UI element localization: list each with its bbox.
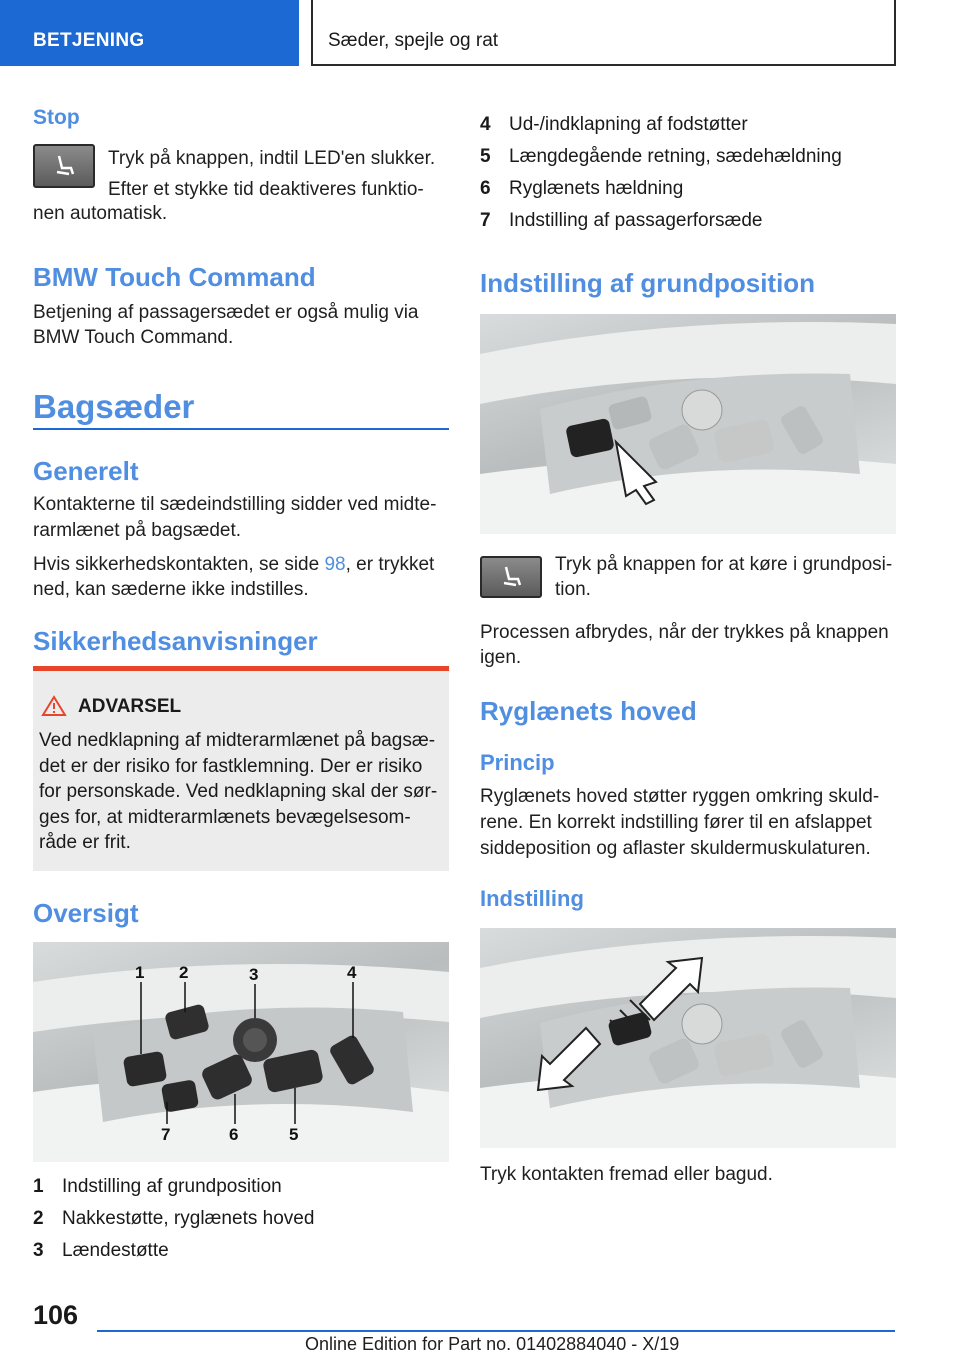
list-item: [480, 178, 896, 203]
basic-line1: Tryk på knappen for at køre i grundposi-: [555, 554, 893, 575]
general-heading: Generelt: [33, 456, 139, 486]
general-p2a-pre: Hvis sikkerhedskontakten, se side: [33, 554, 325, 575]
header-section-label: BETJENING: [33, 30, 145, 51]
footer-edition: Online Edition for Part no. 01402884040 - X/19: [305, 1334, 680, 1354]
stop-line2b: nen automatisk.: [33, 203, 168, 224]
footer-rule: [97, 1330, 895, 1332]
basic-position-heading: Indstilling af grundposition: [480, 268, 816, 298]
list-item-number: 7: [480, 210, 491, 231]
head-adjust-illustration: [480, 928, 896, 1148]
callout-6: 6: [229, 1125, 239, 1144]
head-setting-photo: [480, 928, 896, 1148]
basic-line2: tion.: [555, 579, 591, 600]
warning-title: ADVARSEL: [78, 696, 182, 717]
warning-line: det er der risiko for fastklemning. Der er risiko: [39, 755, 423, 777]
list-item-number: 2: [33, 1208, 44, 1229]
warning-line: råde er frit.: [39, 832, 131, 853]
callout-1: 1: [135, 963, 145, 982]
list-item-text: Længdegående retning, sædehældning: [509, 146, 842, 167]
touch-line1: Betjening af passagersædet er også mulig via: [33, 302, 419, 323]
head-p2: rene. En korrekt indstilling fører til en afslappet: [480, 812, 872, 833]
overview-photo: [33, 942, 449, 1162]
callout-5: 5: [289, 1125, 299, 1144]
seat-icon: [482, 558, 540, 596]
touch-heading: BMW Touch Command: [33, 262, 316, 292]
general-p2a-post: , er trykket: [345, 554, 435, 575]
seat-button-image: [33, 144, 95, 188]
list-item: [480, 146, 896, 171]
basic-position-photo: [480, 314, 896, 534]
head-caption: Tryk kontakten fremad eller bagud.: [480, 1164, 773, 1185]
rear-seat-controls-illustration: [33, 942, 449, 1162]
list-item-number: 4: [480, 114, 491, 135]
general-p1a: Kontakterne til sædeindstilling sidder ved midte-: [33, 494, 437, 515]
list-item-text: Ryglænets hældning: [509, 178, 684, 199]
callout-2: 2: [179, 963, 189, 982]
header-section-tab: [0, 0, 299, 66]
warning-line: for personskade. Ved nedklapning skal der sør-: [39, 781, 438, 802]
list-item: [33, 1176, 449, 1201]
callout-7: 7: [161, 1125, 171, 1144]
basic-p1: Processen afbrydes, når der trykkes på knappen: [480, 622, 889, 643]
list-item-text: Ud-/indklapning af fodstøtter: [509, 114, 748, 135]
stop-heading: Stop: [33, 106, 80, 129]
list-item-text: Indstilling af grundposition: [62, 1176, 282, 1197]
list-item-number: 1: [33, 1176, 44, 1197]
callout-4: 4: [347, 963, 357, 982]
warning-triangle-icon: [41, 695, 67, 717]
front-seat-controls-illustration: [480, 314, 896, 534]
basic-position-button-image: [480, 556, 542, 598]
seat-icon: [35, 146, 93, 186]
head-p1: Ryglænets hoved støtter ryggen omkring skuld-: [480, 786, 880, 807]
header-chapter-box: [311, 0, 896, 66]
warning-line: Ved nedklapning af midterarmlænet på bagsæ-: [39, 730, 436, 751]
safety-heading: Sikkerhedsanvisninger: [33, 626, 318, 656]
list-item: [33, 1240, 449, 1265]
head-p3: siddeposition og aflaster skuldermuskulaturen.: [480, 838, 871, 859]
principle-heading: Princip: [480, 750, 555, 775]
page-link[interactable]: 98: [324, 554, 346, 575]
rear-heading-rule: [33, 428, 449, 430]
head-heading: Ryglænets hoved: [480, 696, 697, 726]
stop-line1: Tryk på knappen, indtil LED'en slukker.: [108, 148, 436, 169]
rear-heading: Bagsæder: [33, 388, 195, 425]
touch-line2: BMW Touch Command.: [33, 327, 234, 348]
header-chapter-label: Sæder, spejle og rat: [328, 30, 499, 51]
warning-text: [39, 728, 437, 856]
list-item: [480, 210, 896, 235]
list-item-number: 3: [33, 1240, 44, 1261]
overview-heading: Oversigt: [33, 898, 139, 928]
general-p1b: rarmlænet på bagsædet.: [33, 520, 242, 541]
warning-line: ges for, at midterarmlænets bevægelsesom-: [39, 806, 411, 828]
general-p2b: ned, kan sæderne ikke indstilles.: [33, 579, 309, 600]
list-item: [480, 114, 896, 139]
list-item: [33, 1208, 449, 1233]
general-p2a: [33, 552, 449, 577]
page-number: 106: [33, 1300, 79, 1330]
list-item-number: 6: [480, 178, 491, 199]
callout-3: 3: [249, 965, 259, 984]
warning-box: [33, 666, 449, 871]
list-item-text: Lændestøtte: [62, 1240, 169, 1261]
list-item-text: Indstilling af passagerforsæde: [509, 210, 763, 231]
list-item-text: Nakkestøtte, ryglænets hoved: [62, 1208, 315, 1229]
list-item-number: 5: [480, 146, 491, 167]
setting-heading: Indstilling: [480, 886, 584, 911]
stop-line2a: Efter et stykke tid deaktiveres funktio-: [108, 179, 424, 200]
basic-p2: igen.: [480, 647, 522, 668]
